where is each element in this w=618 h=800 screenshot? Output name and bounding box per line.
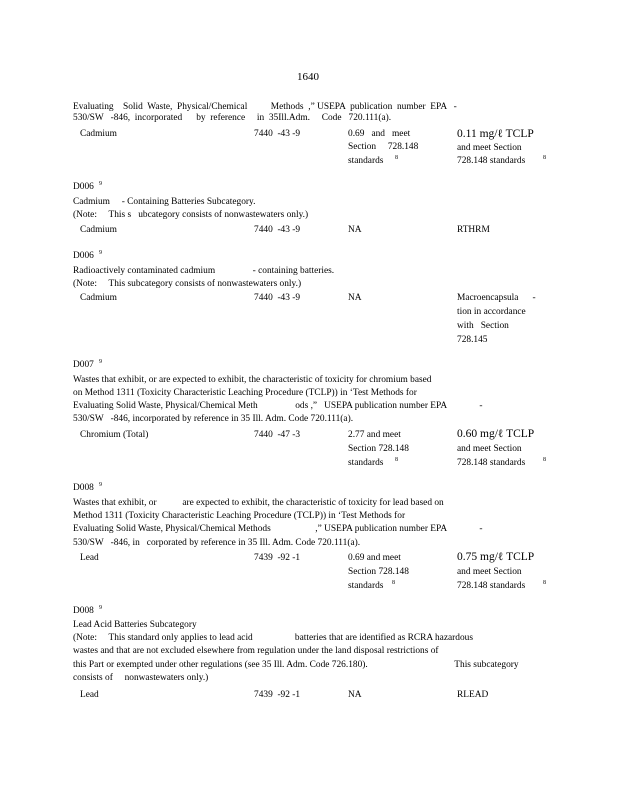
wastewater-standard: NA	[348, 690, 362, 700]
wastewater-standard: standards	[348, 581, 384, 591]
description-line: 530/SW -846, incorporated by reference in 35Ill.Adm. Code 720.111(a).	[73, 113, 392, 123]
footnote-marker: 9	[99, 605, 102, 611]
footnote-marker: 9	[99, 181, 102, 187]
cas-number: 7440 -43 -9	[254, 293, 301, 303]
description-line: Wastes that exhibit, or are expected to exhibit, the characteristic of toxicity for chromium based	[73, 375, 432, 385]
wastewater-standard: 0.69 and meet	[348, 553, 401, 563]
constituent-name: Cadmium	[80, 293, 117, 303]
waste-code: D006	[73, 251, 94, 261]
footnote-marker: 8	[395, 457, 398, 463]
description-line: 530/SW -846, incorporated by reference in 35 Ill. Adm. Code 720.111(a).	[73, 414, 354, 424]
description-line: Wastes that exhibit, or are expected to exhibit, the characteristic of toxicity for lead based on	[73, 498, 444, 508]
footnote-marker: 8	[395, 155, 398, 161]
description-line: (Note: This subcategory consists of nonwastewaters only.)	[73, 279, 302, 289]
nonwastewater-standard: and meet Section	[457, 444, 522, 454]
nonwastewater-standard: Macroencapsula -	[457, 293, 536, 303]
wastewater-standard: Section 728.148	[348, 567, 409, 577]
description-line: Evaluating Solid Waste, Physical/Chemical Methods ,” USEPA publication number EPA -	[73, 102, 457, 112]
nonwastewater-standard: 0.75 mg/ℓ TCLP	[457, 551, 535, 563]
nonwastewater-standard: and meet Section	[457, 143, 522, 153]
footnote-marker: 9	[99, 482, 102, 488]
footnote-marker: 9	[99, 359, 102, 365]
cas-number: 7440 -43 -9	[254, 225, 301, 235]
nonwastewater-standard: 728.148 standards	[457, 156, 526, 166]
wastewater-standard: NA	[348, 293, 362, 303]
cas-number: 7439 -92 -1	[254, 553, 301, 563]
nonwastewater-standard: 0.60 mg/ℓ TCLP	[457, 428, 535, 440]
nonwastewater-standard: 728.148 standards	[457, 581, 526, 591]
wastewater-standard: Section 728.148	[348, 444, 409, 454]
wastewater-standard: Section 728.148	[348, 142, 419, 152]
description-line: Method 1311 (Toxicity Characteristic Leaching Procedure (TCLP)) in ‘Test Methods for	[73, 511, 406, 521]
page-number: 1640	[297, 71, 319, 83]
wastewater-standard: NA	[348, 225, 362, 235]
constituent-name: Lead	[80, 553, 99, 563]
nonwastewater-standard: with Section	[457, 321, 509, 331]
description-line: this Part or exempted under other regulations (see 35 Ill. Adm. Code 726.180). This subcategory	[73, 660, 519, 670]
description-line: consists of nonwastewaters only.)	[73, 673, 209, 683]
waste-code: D006	[73, 182, 94, 192]
nonwastewater-standard: RTHRM	[457, 225, 490, 235]
nonwastewater-standard: 0.11 mg/ℓ TCLP	[457, 128, 534, 140]
description-line: Cadmium - Containing Batteries Subcategory.	[73, 197, 256, 207]
nonwastewater-standard: and meet Section	[457, 567, 522, 577]
description-line: wastes and that are not excluded elsewhere from regulation under the land disposal restrictions of	[73, 646, 439, 656]
cas-number: 7440 -47 -3	[254, 430, 301, 440]
nonwastewater-standard: 728.145	[457, 335, 488, 345]
wastewater-standard: 2.77 and meet	[348, 430, 401, 440]
wastewater-standard: 0.69 and meet	[348, 129, 411, 139]
nonwastewater-standard: tion in accordance	[457, 307, 526, 317]
description-line: 530/SW -846, in corporated by reference in 35 Ill. Adm. Code 720.111(a).	[73, 538, 361, 548]
constituent-name: Lead	[80, 690, 99, 700]
constituent-name: Cadmium	[80, 225, 117, 235]
wastewater-standard: standards	[348, 458, 384, 468]
description-line: on Method 1311 (Toxicity Characteristic Leaching Procedure (TCLP)) in ‘Test Methods for	[73, 388, 417, 398]
cas-number: 7440 -43 -9	[254, 129, 301, 139]
wastewater-standard: standards	[348, 156, 384, 166]
description-line: Radioactively contaminated cadmium - containing batteries.	[73, 266, 335, 276]
footnote-marker: 8	[543, 155, 546, 161]
description-line: Evaluating Solid Waste, Physical/Chemical Meth ods ,” USEPA publication number EPA -	[73, 401, 483, 411]
constituent-name: Cadmium	[80, 129, 117, 139]
description-line: (Note: This s ubcategory consists of nonwastewaters only.)	[73, 210, 309, 220]
waste-code: D008	[73, 606, 94, 616]
waste-code: D007	[73, 360, 94, 370]
footnote-marker: 8	[392, 580, 395, 586]
footnote-marker: 8	[543, 580, 546, 586]
nonwastewater-standard: RLEAD	[457, 690, 489, 700]
constituent-name: Chromium (Total)	[80, 430, 149, 440]
description-line: Evaluating Solid Waste, Physical/Chemical Methods ,” USEPA publication number EPA -	[73, 524, 483, 534]
description-line: (Note: This standard only applies to lead acid batteries that are identified as RCRA hazardous	[73, 633, 473, 643]
nonwastewater-standard: 728.148 standards	[457, 458, 526, 468]
footnote-marker: 8	[543, 457, 546, 463]
footnote-marker: 9	[99, 250, 102, 256]
cas-number: 7439 -92 -1	[254, 690, 301, 700]
waste-code: D008	[73, 483, 94, 493]
description-line: Lead Acid Batteries Subcategory	[73, 620, 197, 630]
